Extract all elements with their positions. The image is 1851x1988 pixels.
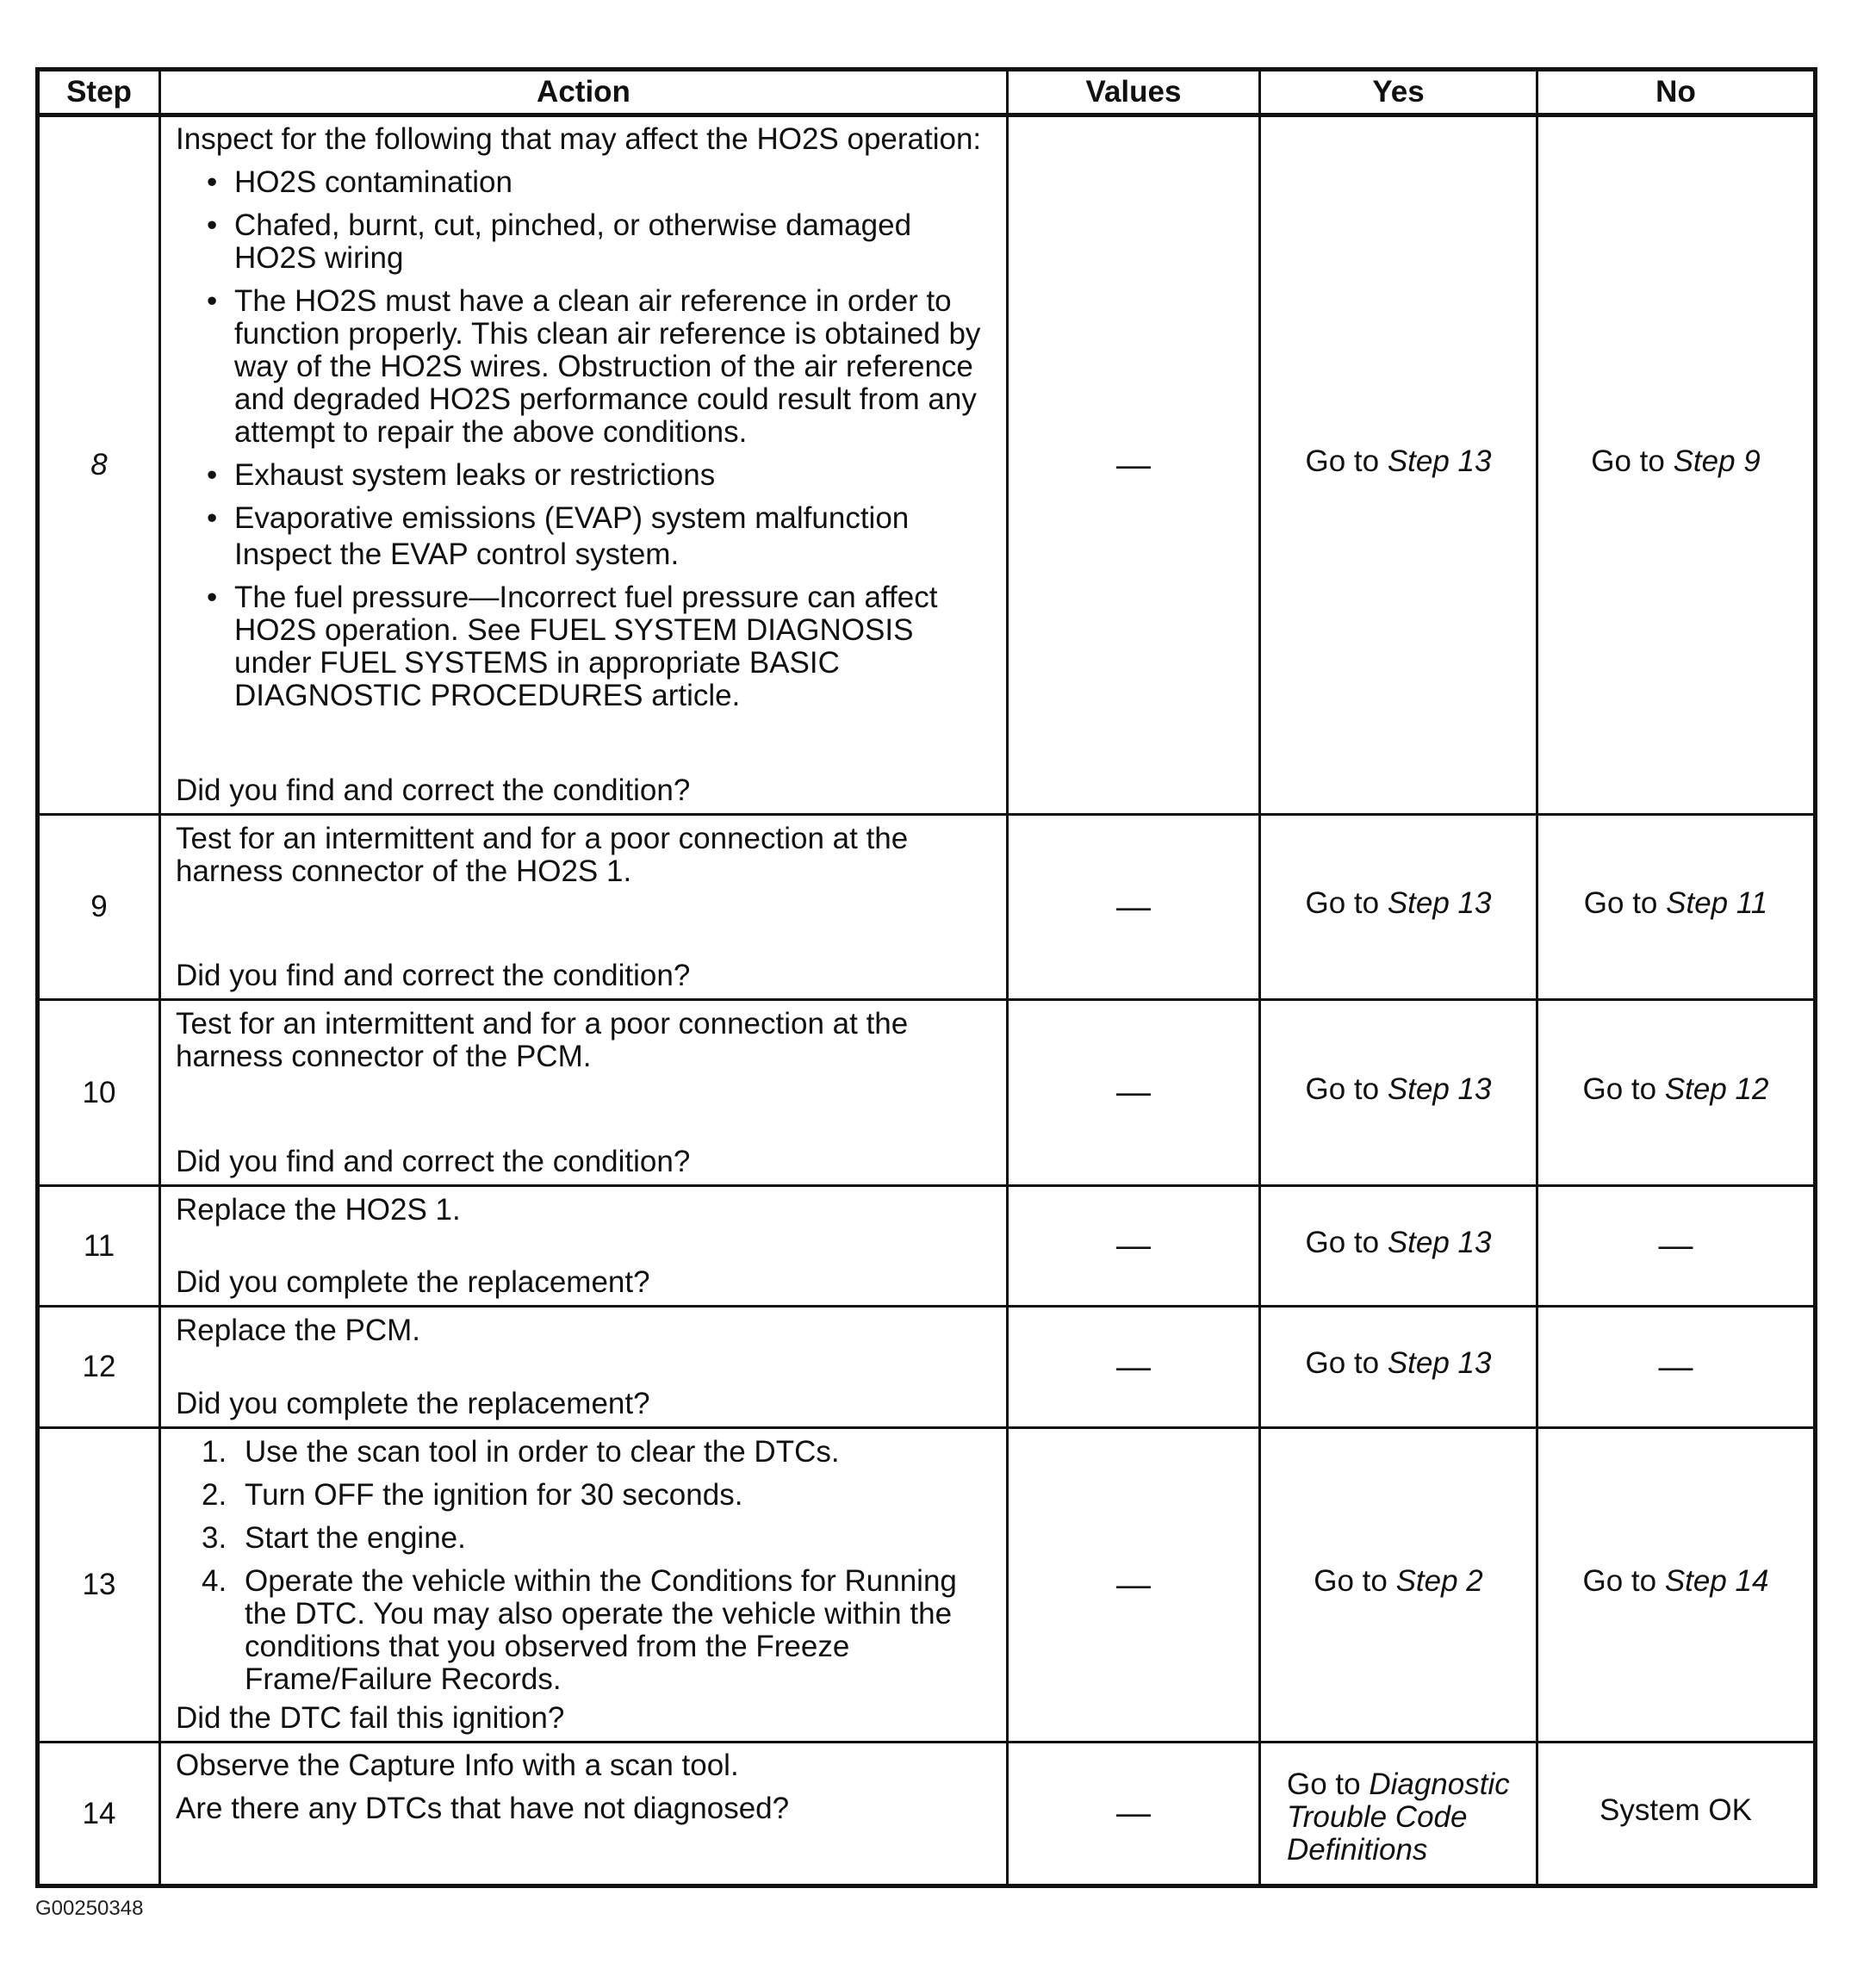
diagnostic-table (35, 67, 1817, 1888)
action-question: Did the DTC fail this ignition? (176, 1700, 565, 1735)
values-cell: — (1008, 115, 1260, 815)
action-question: Are there any DTCs that have not diagnosed? (176, 1792, 790, 1825)
no-cell: — (1537, 1307, 1816, 1428)
bullet-list (176, 166, 996, 535)
action-text: Observe the Capture Info with a scan tool. (176, 1749, 739, 1782)
values-cell: — (1008, 1428, 1260, 1743)
bullet-list (176, 581, 996, 712)
list-item: • Chafed, burnt, cut, pinched, or otherwise damaged HO2S wiring (207, 208, 912, 275)
system-ok-text: System OK (1599, 1792, 1752, 1827)
yes-cell: Go to Step 13 (1260, 1000, 1537, 1186)
action-question: Did you find and correct the condition? (176, 773, 691, 807)
evap-note: Inspect the EVAP control system. (234, 537, 680, 571)
list-item: 3. Start the engine. (202, 1520, 466, 1555)
no-cell: Go to Step 14 (1537, 1428, 1816, 1743)
header-row (38, 70, 1816, 115)
header-yes: Yes (1260, 70, 1537, 115)
action-question: Did you find and correct the condition? (176, 1144, 691, 1178)
no-cell: Go to Step 9 (1537, 115, 1816, 815)
step-number: 9 (38, 815, 160, 1000)
figure-code: G00250348 (35, 1897, 144, 1920)
action-cell (160, 1307, 1008, 1428)
step-link[interactable]: Step 13 (1387, 886, 1492, 920)
step-number: 13 (38, 1428, 160, 1743)
header-values: Values (1008, 70, 1260, 115)
action-text: Replace the PCM. (176, 1313, 421, 1347)
table-row-step-9 (38, 815, 1816, 1000)
values-cell: — (1008, 1743, 1260, 1886)
action-question: Did you find and correct the condition? (176, 958, 691, 992)
action-question: Did you complete the replacement? (176, 1386, 650, 1420)
table-row-step-12 (38, 1307, 1816, 1428)
no-cell: — (1537, 1186, 1816, 1307)
no-cell (1537, 1743, 1816, 1886)
numbered-list (176, 1436, 996, 1696)
values-cell: — (1008, 1186, 1260, 1307)
no-cell: Go to Step 12 (1537, 1000, 1816, 1186)
action-text: Test for an intermittent and for a poor connection at the harness connector of the HO2S 1. (176, 821, 909, 888)
step-number: 8 (38, 115, 160, 815)
action-cell (160, 815, 1008, 1000)
step-number: 10 (38, 1000, 160, 1186)
step-number: 12 (38, 1307, 160, 1428)
no-cell: Go to Step 11 (1537, 815, 1816, 1000)
list-item: 1. Use the scan tool in order to clear the DTCs. (202, 1434, 840, 1469)
list-item: • HO2S contamination (207, 165, 512, 199)
step-number: 14 (38, 1743, 160, 1886)
step-link[interactable]: Step 13 (1387, 1072, 1492, 1106)
action-cell (160, 1186, 1008, 1307)
table-row-step-13 (38, 1428, 1816, 1743)
yes-cell: Go to Step 13 (1260, 1186, 1537, 1307)
step-link[interactable]: Step 14 (1664, 1564, 1769, 1598)
action-cell (160, 1743, 1008, 1886)
list-item: 2. Turn OFF the ignition for 30 seconds. (202, 1477, 743, 1512)
table-row-step-14 (38, 1743, 1816, 1886)
list-item: 4. Operate the vehicle within the Conditions for Running the DTC. You may also operate the vehicle within the conditions that you observed from the Freeze Frame/Failure Records. (202, 1563, 957, 1696)
table-row-step-8 (38, 115, 1816, 815)
action-intro: Inspect for the following that may affect the HO2S operation: (176, 122, 982, 156)
yes-cell: Go to Diagnostic Trouble Code Definitions (1260, 1743, 1537, 1886)
header-no: No (1537, 70, 1816, 115)
yes-cell: Go to Step 13 (1260, 1307, 1537, 1428)
values-cell: — (1008, 1307, 1260, 1428)
table-row-step-11 (38, 1186, 1816, 1307)
definitions-link[interactable]: Diagnostic Trouble Code Definitions (1287, 1767, 1510, 1867)
action-question: Did you complete the replacement? (176, 1264, 650, 1299)
list-item: • The fuel pressure—Incorrect fuel pressure can affect HO2S operation. See FUEL SYSTEM DIAGNOSIS under FUEL SYSTEMS in appropriate BASIC DIAGNOSTIC PROCEDURES article. (207, 581, 938, 712)
step-link[interactable]: Step 13 (1387, 1225, 1492, 1259)
table-row-step-10 (38, 1000, 1816, 1186)
yes-cell: Go to Step 13 (1260, 115, 1537, 815)
step-link[interactable]: Step 11 (1666, 886, 1768, 920)
action-cell (160, 1428, 1008, 1743)
step-link[interactable]: Step 13 (1387, 444, 1492, 478)
list-item: • Exhaust system leaks or restrictions (207, 458, 716, 492)
action-cell (160, 1000, 1008, 1186)
action-cell (160, 115, 1008, 815)
yes-cell: Go to Step 13 (1260, 815, 1537, 1000)
step-link[interactable]: Step 9 (1673, 444, 1761, 478)
values-cell: — (1008, 1000, 1260, 1186)
list-item: • The HO2S must have a clean air reference in order to function properly. This clean air reference is obtained by way of the HO2S wires. Obstruction of the air reference and degraded HO2S performance could result from any attempt to repair the above conditions. (207, 284, 981, 449)
action-text: Test for an intermittent and for a poor connection at the harness connector of the PCM. (176, 1006, 909, 1073)
step-link[interactable]: Step 12 (1664, 1072, 1769, 1106)
step-number: 11 (38, 1186, 160, 1307)
yes-cell: Go to Step 2 (1260, 1428, 1537, 1743)
header-step: Step (38, 70, 160, 115)
action-text: Replace the HO2S 1. (176, 1192, 461, 1227)
header-action: Action (160, 70, 1008, 115)
step-link[interactable]: Step 13 (1387, 1346, 1492, 1380)
values-cell: — (1008, 815, 1260, 1000)
step-link[interactable]: Step 2 (1395, 1564, 1483, 1598)
list-item: • Evaporative emissions (EVAP) system malfunction (207, 501, 910, 535)
